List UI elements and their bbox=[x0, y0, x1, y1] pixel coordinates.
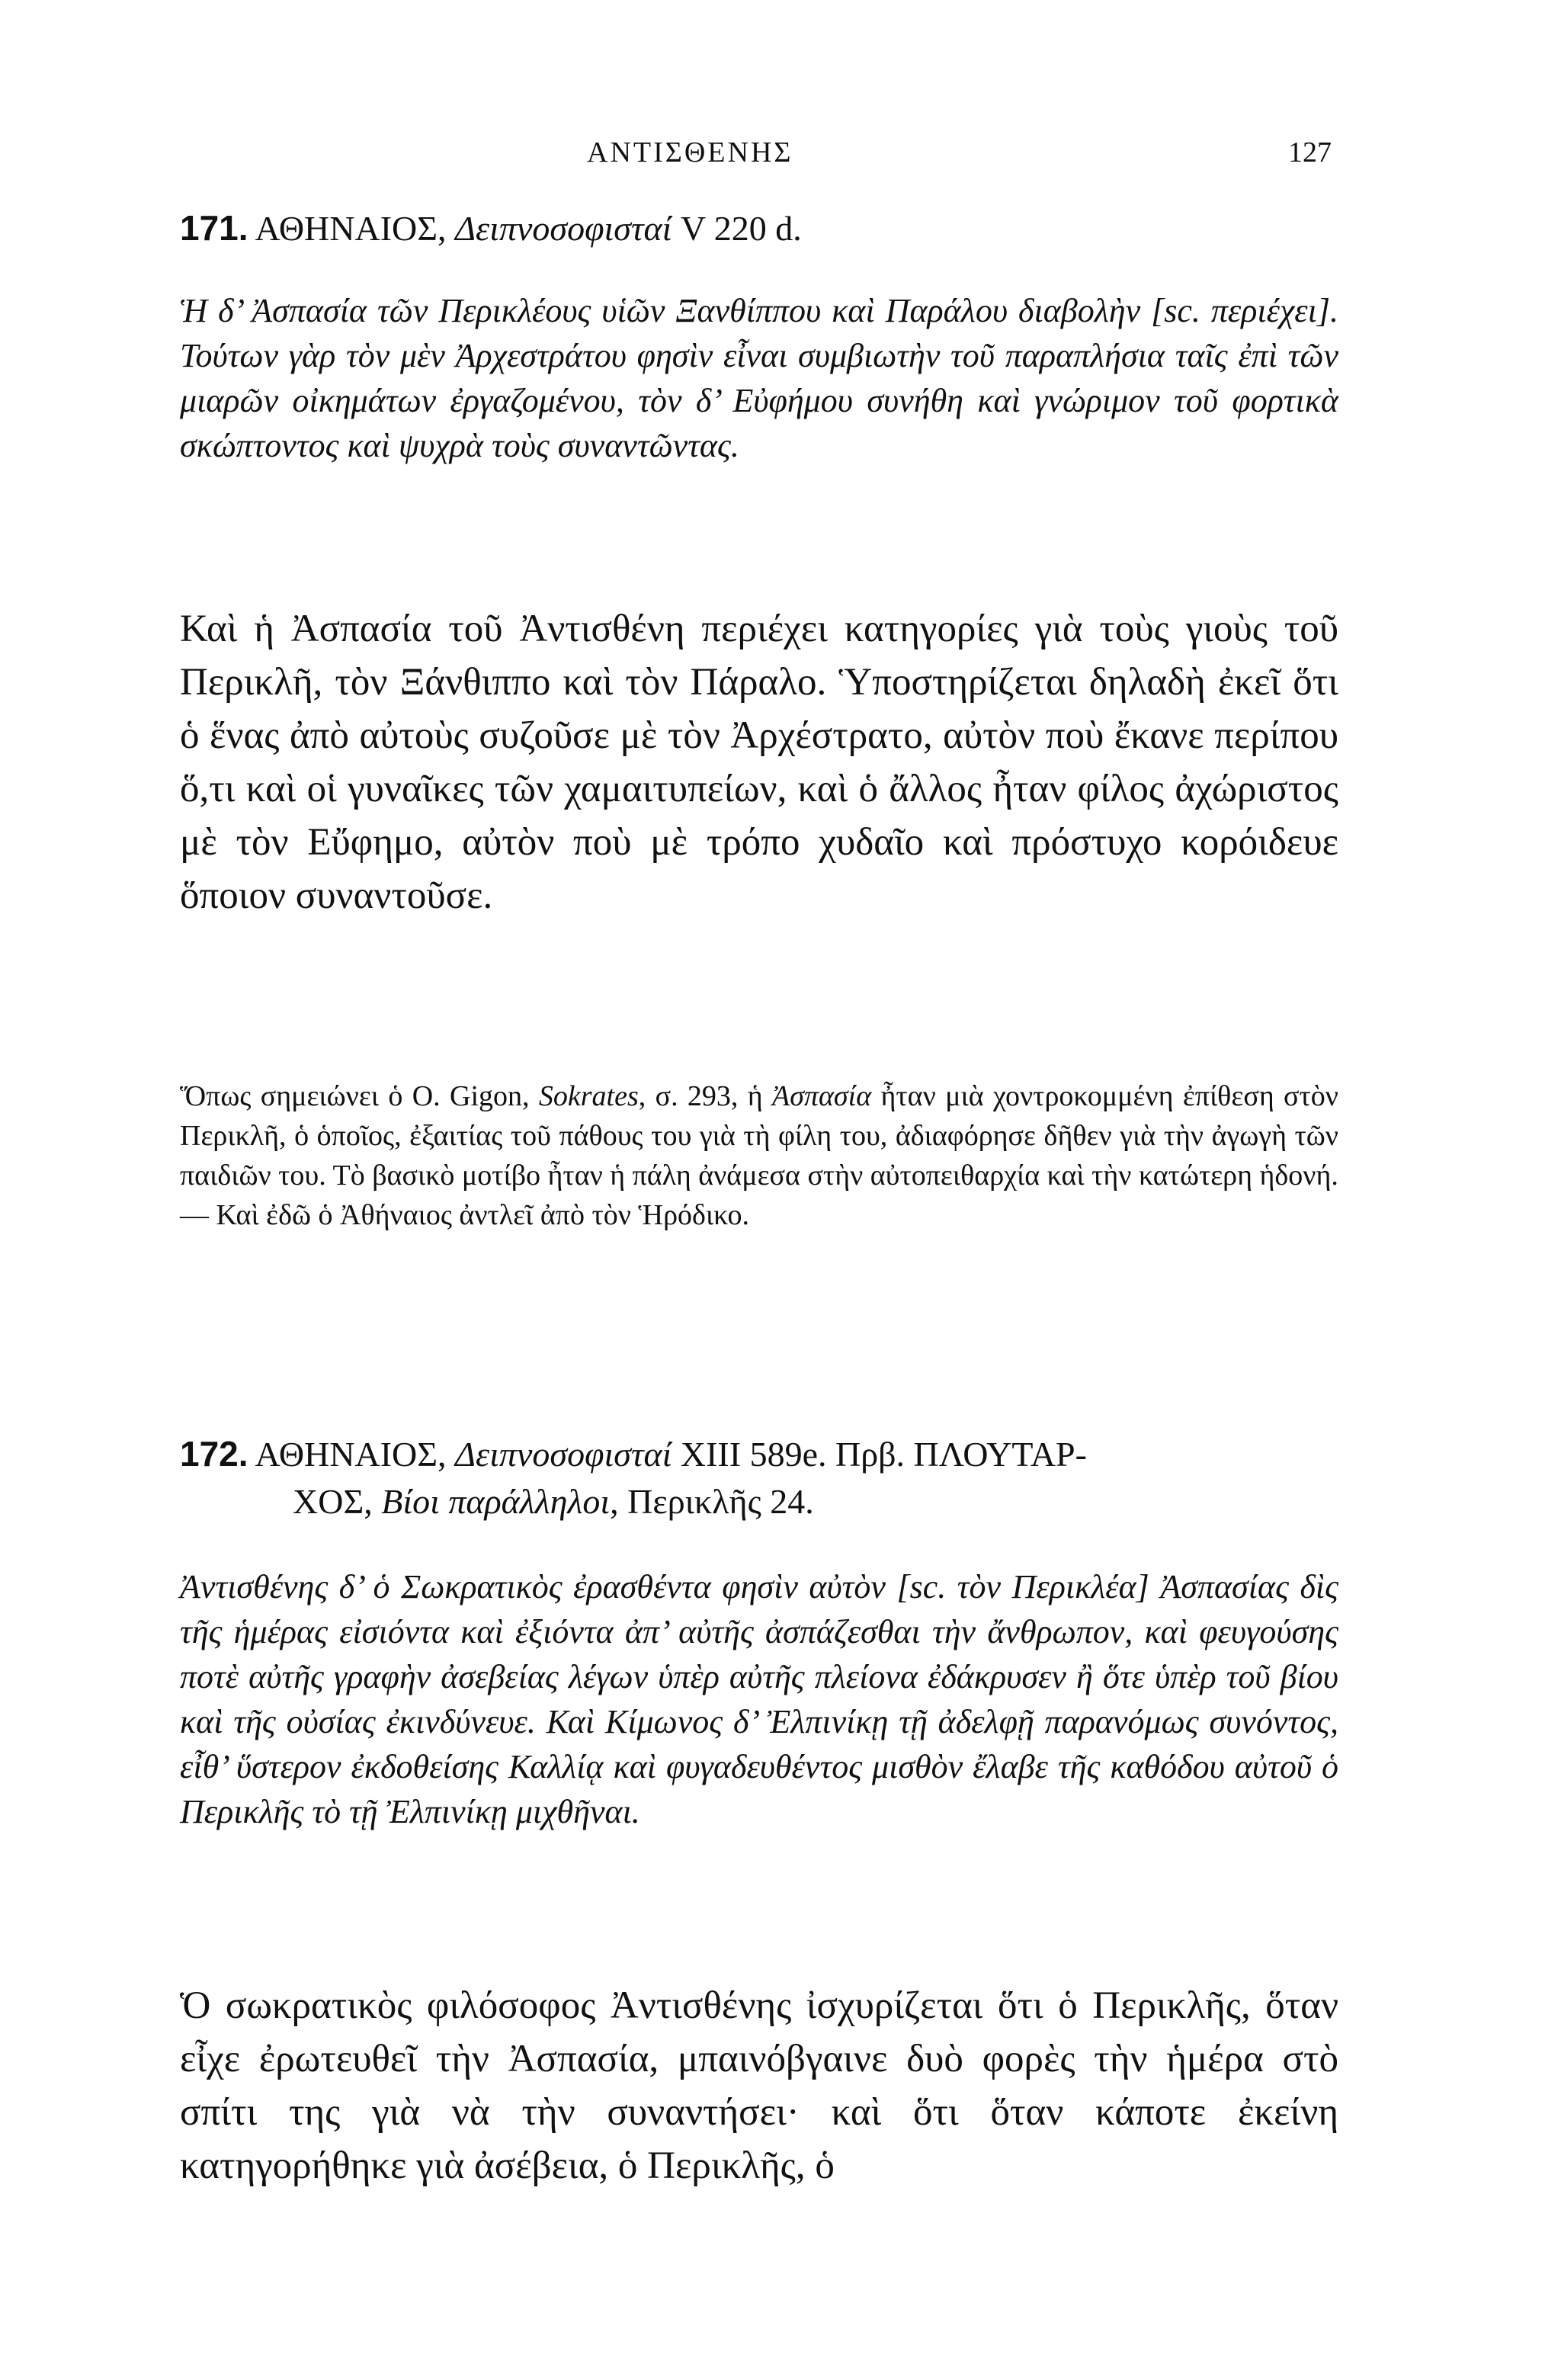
note-text: , σ. 293, ἡ bbox=[638, 1080, 772, 1112]
note-work-title: Ἀσπασία bbox=[771, 1080, 872, 1112]
source-reference: XIII 589e. Πρβ. ΠΛΟΥΤΑΡ- bbox=[672, 1435, 1087, 1474]
source-author: ΑΘΗΝΑΙΟΣ, bbox=[255, 209, 456, 248]
source-work: Δειπνοσοφισταί bbox=[455, 1435, 672, 1474]
source-author: ΑΘΗΝΑΙΟΣ, bbox=[255, 1435, 456, 1474]
entry-172-translation: Ὁ σωκρατικὸς φιλόσοφος Ἀντισθένης ἰσχυρίζεται ὅτι ὁ Περικλῆς, ὅταν εἶχε ἐρωτευθεῖ τὴν Ἀσπασία, μπαινόβγαινε δυὸ φορὲς τὴν ἡμέρα στὸ σπίτι της γιὰ νὰ τὴν συναντήσει· καὶ ὅτι ὅταν κάποτε ἐκείνη κατηγορήθηκε γιὰ ἀσέβεια, ὁ Περικλῆς, ὁ bbox=[180, 1984, 1338, 2187]
entry-171-translation: Καὶ ἡ Ἀσπασία τοῦ Ἀντισθένη περιέχει κατηγορίες γιὰ τοὺς γιοὺς τοῦ Περικλῆ, τὸν Ξάνθιππο καὶ τὸν Πάραλο. Ὑποστηρίζεται δηλαδὴ ἐκεῖ ὅτι ὁ ἕνας ἀπὸ αὐτοὺς συζοῦσε μὲ τὸν Ἀρχέστρατο, αὐτὸν ποὺ ἔκανε περίπου ὅ,τι καὶ οἱ γυναῖκες τῶν χαμαιτυπείων, καὶ ὁ ἄλλος ἦταν φίλος ἀχώριστος μὲ τὸν Εὔφημο, αὐτὸν ποὺ μὲ τρόπο χυδαῖο καὶ πρόστυχο κορόιδευε ὅποιον συναντοῦσε. bbox=[180, 608, 1338, 917]
source-author: ΧΟΣ, bbox=[293, 1482, 382, 1521]
source-work: Δειπνοσοφισταί bbox=[455, 209, 672, 248]
note-work-title: Sokrates bbox=[538, 1080, 639, 1112]
entry-172-heading bbox=[180, 1430, 1338, 1525]
heading-continuation bbox=[180, 1478, 1338, 1525]
entry-171-heading bbox=[180, 204, 1338, 252]
source-reference: , Περικλῆς 24. bbox=[610, 1482, 814, 1521]
source-reference: V 220 d. bbox=[672, 209, 802, 248]
source-work: Βίοι παράλληλοι bbox=[381, 1482, 611, 1521]
running-head: ΑΝΤΙΣΘΕΝΗΣ bbox=[587, 136, 793, 168]
entry-171-note bbox=[180, 1076, 1338, 1235]
entry-171-greek-quote: Ἡ δ’ Ἀσπασία τῶν Περικλέους υἱῶν Ξανθίππου καὶ Παράλου διαβολὴν [sc. περιέχει]. Τούτων γὰρ τὸν μὲν Ἀρχεστράτου φησὶν εἶναι συμβιωτὴν τοῦ παραπλήσια ταῖς ἐπὶ τῶν μιαρῶν οἰκημάτων ἐργαζομένου, τὸν δ’ Εὐφήμου συνήθη καὶ γνώριμον τοῦ φορτικὰ σκώπτοντος καὶ ψυχρὰ τοὺς συναντῶντας. bbox=[180, 292, 1338, 464]
page-number: 127 bbox=[1288, 136, 1332, 168]
note-text: Ὅπως σημειώνει ὁ O. Gigon, bbox=[180, 1080, 539, 1112]
entry-number: 171. bbox=[180, 208, 248, 248]
note-text: ἦταν μιὰ χοντροκομμένη ἐπίθεση στὸν Περικλῆ, ὁ ὁποῖος, ἐξαιτίας τοῦ πάθους του γιὰ τὴ φίλη του, ἀδιαφόρησε δῆθεν γιὰ τὴν ἀγωγὴ τῶν παιδιῶν του. Τὸ βασικὸ μοτίβο ἦταν ἡ πάλη ἀνάμεσα στὴν αὐτοπειθαρχία καὶ τὴν κατώτερη ἡδονή. bbox=[180, 1080, 1338, 1192]
entry-172-greek-quote: Ἀντισθένης δ’ ὁ Σωκρατικὸς ἐρασθέντα φησὶν αὐτὸν [sc. τὸν Περικλέα] Ἀσπασίας δὶς τῆς ἡμέρας εἰσιόντα καὶ ἐξιόντα ἀπ’ αὐτῆς ἀσπάζεσθαι τὴν ἄνθρωπον, καὶ φευγούσης ποτὲ αὐτῆς γραφὴν ἀσεβείας λέγων ὑπὲρ αὐτῆς πλείονα ἐδάκρυσεν ἢ ὅτε ὑπὲρ τοῦ βίου καὶ τῆς οὐσίας ἐκινδύνευε. Καὶ Κίμωνος δ’ Ἐλπινίκῃ τῇ ἀδελφῇ παρανόμως συνόντος, εἶθ’ ὕστερον ἐκδοθείσης Καλλίᾳ καὶ φυγαδευθέντος μισθὸν ἔλαβε τῆς καθόδου αὐτοῦ ὁ Περικλῆς τὸ τῇ Ἐλπινίκῃ μιχθῆναι. bbox=[180, 1568, 1338, 1830]
note-text: — Καὶ ἐδῶ ὁ Ἀθήναιος ἀντλεῖ ἀπὸ τὸν Ἡρόδικο. bbox=[180, 1199, 749, 1231]
entry-number: 172. bbox=[180, 1434, 248, 1474]
